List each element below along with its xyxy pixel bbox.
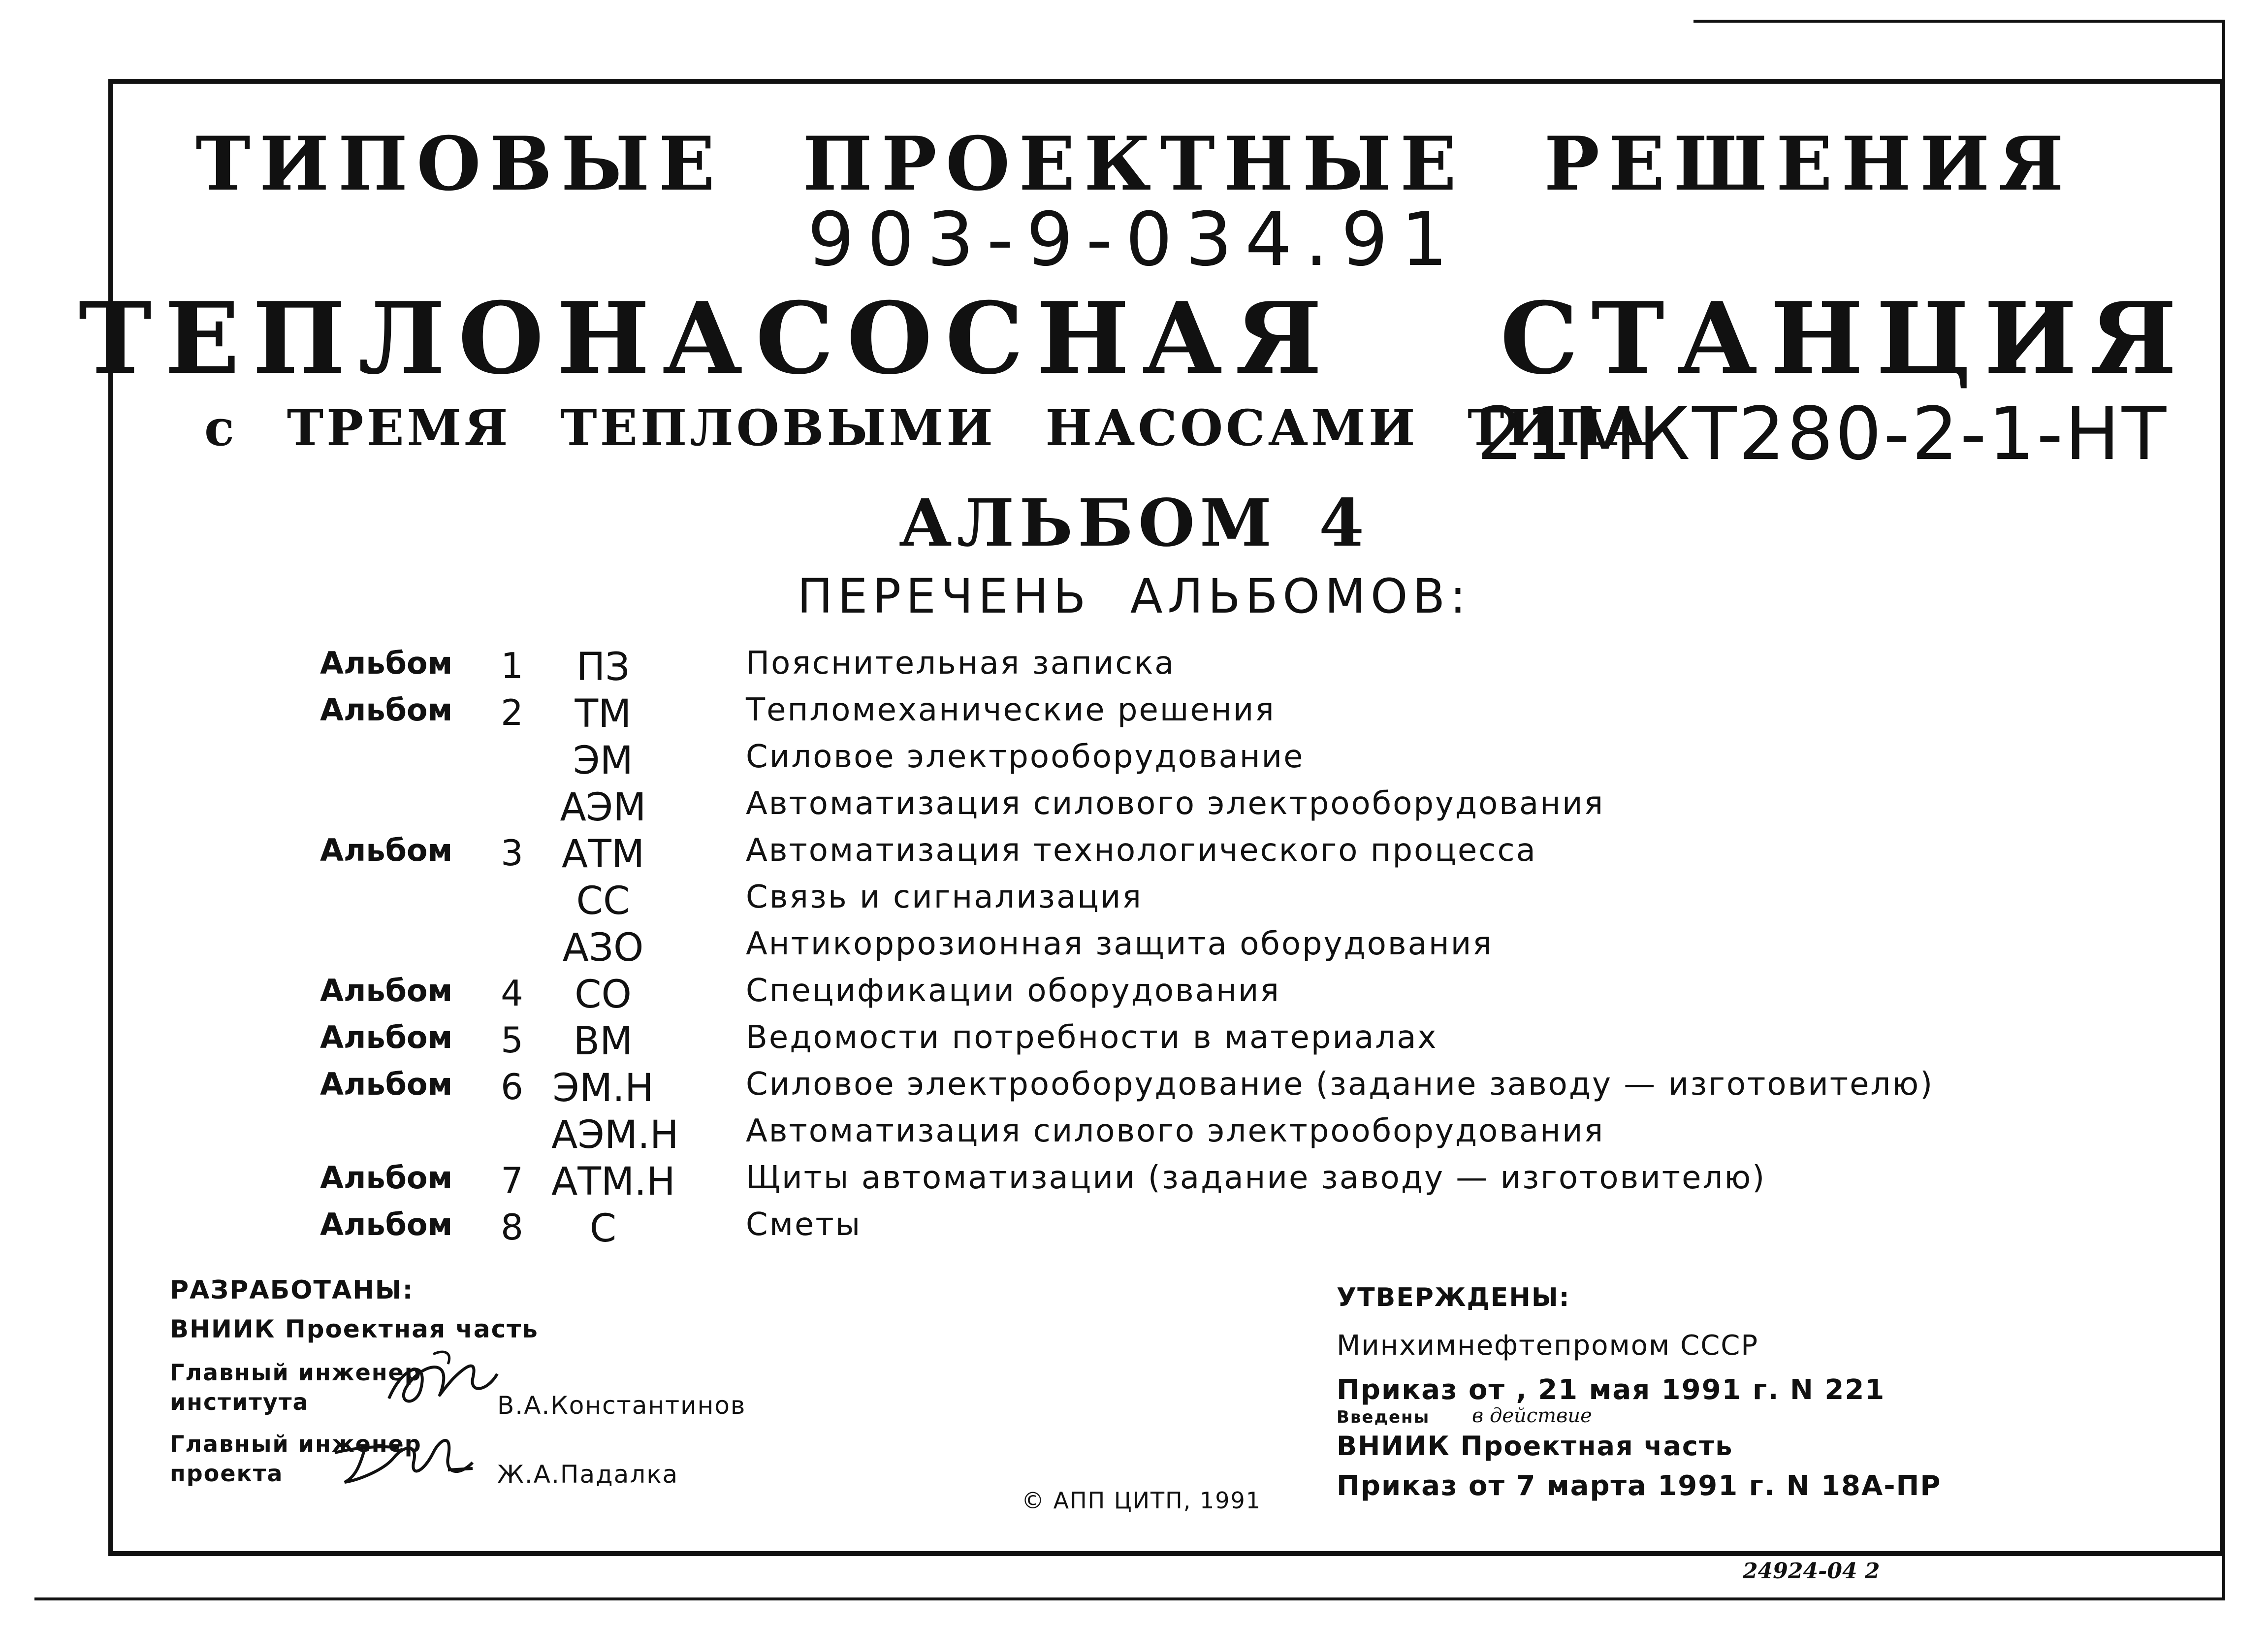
list-item	[0, 739, 2268, 786]
introduced-handwritten: в действие	[1472, 1404, 1592, 1427]
album-code: СС	[576, 879, 630, 923]
list-item	[0, 645, 2268, 692]
chief-institute-name: В.А.Константинов	[497, 1391, 746, 1420]
album-description: Автоматизация силового электрооборудования	[746, 1113, 1605, 1149]
album-description: Пояснительная записка	[746, 645, 1176, 682]
series-title: ТИПОВЫЕ ПРОЕКТНЫЕ РЕШЕНИЯ	[195, 121, 2073, 207]
album-code: АТМ.Н	[551, 1160, 675, 1204]
album-description: Тепломеханические решения	[746, 692, 1276, 728]
top-edge-line	[1693, 20, 2225, 23]
introduced-org: ВНИИК Проектная часть	[1337, 1431, 1733, 1462]
list-item	[0, 879, 2268, 926]
list-item	[0, 926, 2268, 973]
album-description: Автоматизация технологического процесса	[746, 832, 1537, 869]
album-label: Альбом	[320, 1019, 453, 1055]
album-number: 2	[501, 692, 523, 733]
album-description: Спецификации оборудования	[746, 973, 1280, 1009]
album-code: СО	[575, 973, 632, 1017]
list-item	[0, 1066, 2268, 1113]
album-code: АТМ	[561, 832, 645, 877]
album-label: Альбом	[320, 1160, 453, 1196]
introduced-label: Введены	[1337, 1407, 1430, 1427]
list-item	[0, 1160, 2268, 1207]
signature-konstantinov	[374, 1344, 502, 1418]
album-code: ВМ	[573, 1019, 633, 1064]
album-number: 7	[501, 1160, 523, 1201]
album-number: 4	[501, 973, 523, 1014]
project-number: 903-9-034.91	[807, 197, 1461, 283]
list-item	[0, 692, 2268, 739]
album-label: Альбом	[320, 832, 453, 868]
album-description: Связь и сигнализация	[746, 879, 1143, 915]
main-title: ТЕПЛОНАСОСНАЯ СТАНЦИЯ	[78, 281, 2190, 396]
album-code: АЗО	[562, 926, 644, 970]
list-item	[0, 1019, 2268, 1067]
album-code: ПЗ	[576, 645, 630, 689]
subtitle-words: с ТРЕМЯ ТЕПЛОВЫМИ НАСОСАМИ ТИПА	[204, 399, 1649, 457]
album-label: Альбом	[320, 1206, 453, 1242]
approval-order: Приказ от , 21 мая 1991 г. N 221	[1337, 1374, 1885, 1406]
album-code: АЭМ.Н	[551, 1113, 679, 1157]
album-description: Ведомости потребности в материалах	[746, 1019, 1438, 1056]
album-number: 1	[501, 645, 523, 686]
album-code: АЭМ	[560, 785, 646, 830]
album-label: Альбом	[320, 973, 453, 1009]
album-description: Автоматизация силового электрооборудования	[746, 785, 1605, 822]
album-code: С	[589, 1206, 617, 1251]
sheet-code: 24924-04 2	[1743, 1559, 1880, 1584]
album-code: ЭМ.Н	[552, 1066, 654, 1110]
chief-project-name: Ж.А.Падалка	[497, 1460, 679, 1489]
album-number: 3	[501, 832, 523, 874]
chief-institute-title: Главный инженер	[170, 1359, 422, 1386]
album-description: Силовое электрооборудование	[746, 739, 1305, 775]
subtitle-type: 21МКТ280-2-1-НТ	[1477, 391, 2169, 476]
album-description: Щиты автоматизации (задание заводу — изготовителю)	[746, 1160, 1766, 1196]
list-title: ПЕРЕЧЕНЬ АЛЬБОМОВ:	[797, 569, 1471, 624]
list-item	[0, 973, 2268, 1020]
album-title: АЛЬБОМ 4	[899, 485, 1369, 561]
signature-padalka	[325, 1423, 482, 1492]
album-description: Силовое электрооборудование (задание заводу — изготовителю)	[746, 1066, 1934, 1103]
album-label: Альбом	[320, 692, 453, 728]
copyright: © АПП ЦИТП, 1991	[1022, 1487, 1262, 1514]
list-item	[0, 1206, 2268, 1254]
approved-heading: УТВЕРЖДЕНЫ:	[1337, 1283, 1570, 1312]
list-item	[0, 832, 2268, 880]
album-description: Сметы	[746, 1206, 862, 1243]
list-item	[0, 785, 2268, 833]
list-item	[0, 1113, 2268, 1160]
album-code: ТМ	[575, 692, 632, 736]
chief-institute-subtitle: института	[170, 1389, 309, 1415]
album-label: Альбом	[320, 645, 453, 681]
album-description: Антикоррозионная защита оборудования	[746, 926, 1493, 962]
album-number: 5	[501, 1019, 523, 1061]
album-number: 8	[501, 1206, 523, 1248]
chief-project-subtitle: проекта	[170, 1460, 284, 1487]
developed-org: ВНИИК Проектная часть	[170, 1315, 539, 1343]
album-code: ЭМ	[573, 739, 633, 783]
developed-heading: РАЗРАБОТАНЫ:	[170, 1275, 414, 1305]
approved-ministry: Минхимнефтепромом СССР	[1337, 1330, 1759, 1362]
album-number: 6	[501, 1066, 523, 1108]
introduction-order: Приказ от 7 марта 1991 г. N 18А-ПР	[1337, 1470, 1942, 1502]
album-label: Альбом	[320, 1066, 453, 1102]
chief-project-title: Главный инженер	[170, 1431, 422, 1457]
bottom-edge-line	[34, 1597, 2225, 1600]
